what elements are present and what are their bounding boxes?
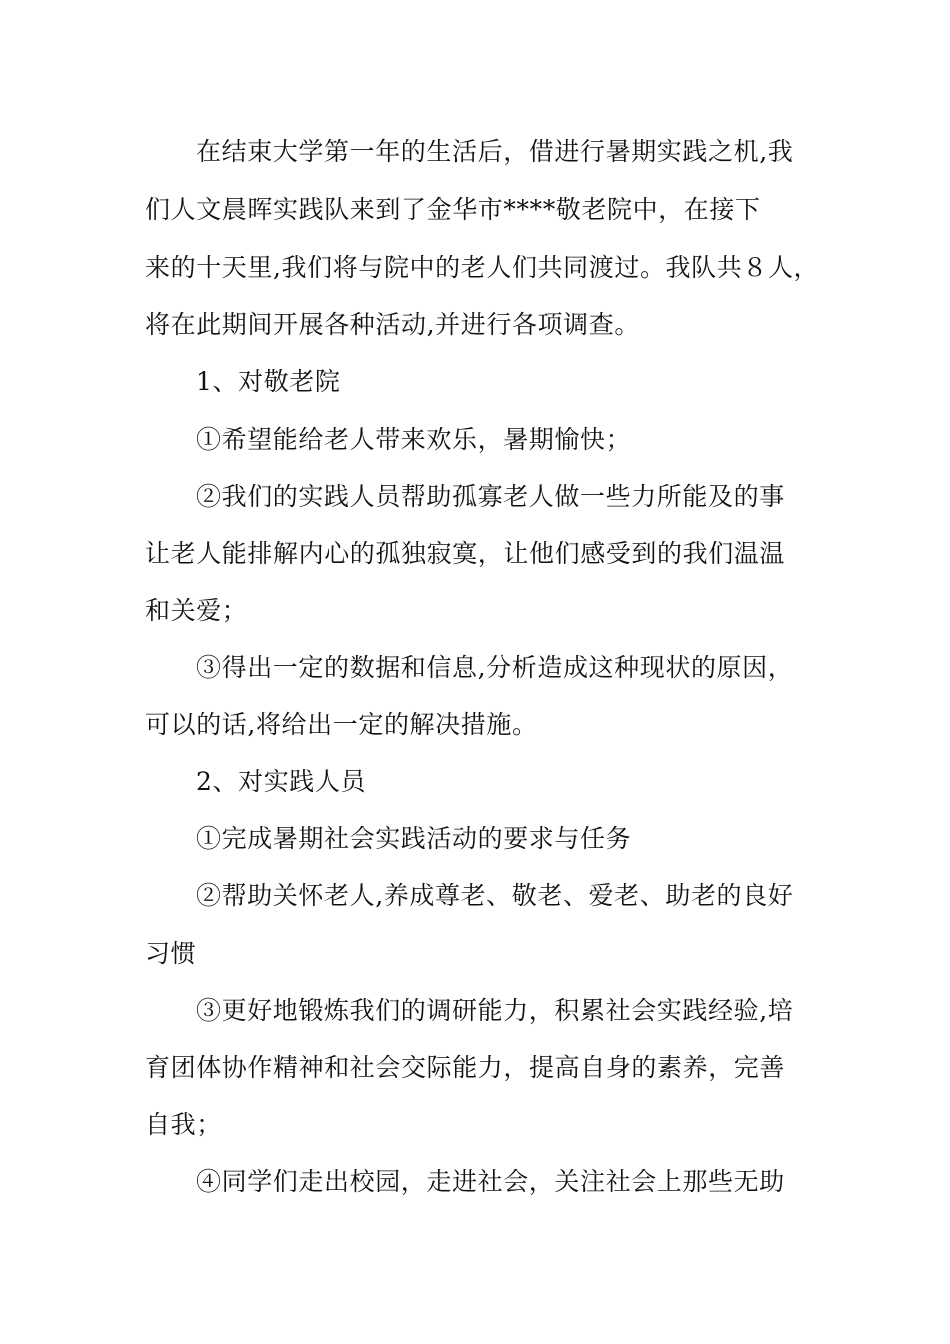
list-item: ①完成暑期社会实践活动的要求与任务 [196, 824, 632, 853]
list-item: ④同学们走出校园，走进社会，关注社会上那些无助 [196, 1167, 785, 1196]
paragraph-line: 们人文晨晖实践队来到了金华市****敬老院中，在接下 [145, 195, 761, 224]
list-item: ②我们的实践人员帮助孤寡老人做一些力所能及的事 [196, 482, 785, 511]
list-item: ③得出一定的数据和信息,分析造成这种现状的原因， [196, 653, 794, 682]
paragraph-line: 将在此期间开展各种活动,并进行各项调查。 [145, 310, 640, 339]
list-item: ②帮助关怀老人,养成尊老、敬老、爱老、助老的良好 [196, 881, 794, 910]
paragraph-line: 在结束大学第一年的生活后，借进行暑期实践之机,我 [196, 137, 794, 166]
list-item: ①希望能给老人带来欢乐，暑期愉快； [196, 425, 632, 454]
paragraph-line: 和关爱； [145, 596, 248, 625]
paragraph-line: 让老人能排解内心的孤独寂寞，让他们感受到的我们温温 [145, 539, 786, 568]
paragraph-line: 自我； [145, 1110, 222, 1139]
paragraph-line: 习惯 [145, 939, 197, 968]
paragraph-line: 育团体协作精神和社会交际能力，提高自身的素养，完善 [145, 1053, 786, 1082]
list-item: ③更好地锻炼我们的调研能力，积累社会实践经验,培 [196, 996, 794, 1025]
paragraph-line: 来的十天里,我们将与院中的老人们共同渡过。我队共８人， [145, 253, 820, 282]
paragraph-line: 可以的话,将给出一定的解决措施。 [145, 710, 538, 739]
section-heading: 2、对实践人员 [196, 767, 367, 796]
section-heading: 1、对敬老院 [196, 367, 341, 396]
